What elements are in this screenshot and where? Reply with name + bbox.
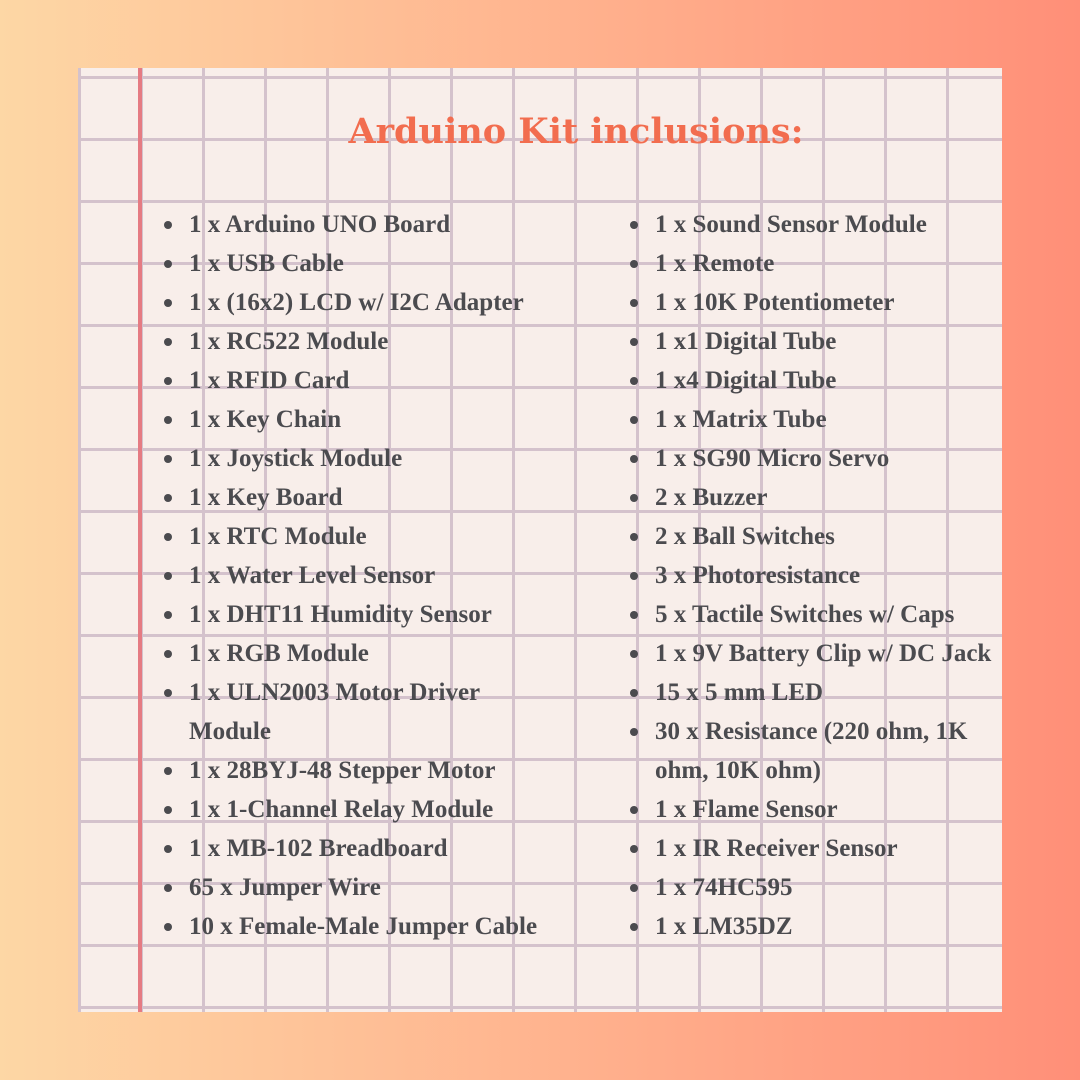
item-label: 1 x Joystick Module — [189, 445, 403, 472]
bullet-icon — [164, 299, 172, 307]
bullet-icon — [164, 650, 172, 658]
list-item — [630, 478, 1002, 517]
bullet-icon — [164, 884, 172, 892]
bullet-icon — [630, 923, 638, 931]
item-label: 3 x Photoresistance — [655, 562, 861, 589]
item-label: 10 x Female-Male Jumper Cable — [189, 913, 538, 940]
list-item — [630, 673, 1002, 712]
bullet-icon — [164, 923, 172, 931]
list-item — [630, 205, 1002, 244]
bullet-icon — [630, 728, 638, 736]
list-item — [630, 244, 1002, 283]
item-label: 1 x Flame Sensor — [655, 796, 838, 823]
list-item — [164, 322, 564, 361]
bullet-icon — [630, 299, 638, 307]
bullet-icon — [630, 884, 638, 892]
item-label: 1 x DHT11 Humidity Sensor — [189, 601, 492, 628]
item-label: 1 x Matrix Tube — [655, 406, 827, 433]
item-label: 1 x IR Receiver Sensor — [655, 835, 898, 862]
item-label: 30 x Resistance (220 ohm, 1K ohm, 10K ohm) — [655, 718, 968, 784]
list-item — [630, 907, 1002, 946]
bullet-icon — [630, 260, 638, 268]
bullet-icon — [630, 533, 638, 541]
bullet-icon — [630, 611, 638, 619]
list-item — [164, 907, 564, 946]
bullet-icon — [164, 455, 172, 463]
bullet-icon — [164, 377, 172, 385]
list-item — [630, 400, 1002, 439]
item-label: 1 x Key Chain — [189, 406, 342, 433]
bullet-icon — [164, 572, 172, 580]
list-item — [630, 634, 1002, 673]
item-label: 1 x Key Board — [189, 484, 343, 511]
item-label: 1 x 9V Battery Clip w/ DC Jack — [655, 640, 992, 667]
bullet-icon — [630, 650, 638, 658]
bullet-icon — [164, 260, 172, 268]
list-item — [630, 595, 1002, 634]
item-label: 1 x USB Cable — [189, 250, 344, 277]
bullet-icon — [164, 416, 172, 424]
list-item — [630, 439, 1002, 478]
list-item — [164, 283, 564, 322]
list-item — [164, 556, 564, 595]
list-item — [164, 478, 564, 517]
bullet-icon — [630, 377, 638, 385]
item-label: 1 x1 Digital Tube — [655, 328, 837, 355]
list-item — [164, 673, 564, 751]
list-item — [630, 790, 1002, 829]
list-item — [630, 283, 1002, 322]
item-label: 1 x Remote — [655, 250, 775, 277]
bullet-icon — [164, 767, 172, 775]
list-item — [164, 634, 564, 673]
item-label: 1 x RFID Card — [189, 367, 350, 394]
list-item — [164, 400, 564, 439]
bullet-icon — [164, 845, 172, 853]
bullet-icon — [164, 611, 172, 619]
item-label: 1 x RTC Module — [189, 523, 367, 550]
list-item — [630, 712, 1002, 790]
item-label: 1 x 74HC595 — [655, 874, 793, 901]
list-item — [630, 322, 1002, 361]
list-item — [630, 361, 1002, 400]
item-label: 2 x Buzzer — [655, 484, 768, 511]
item-label: 1 x MB-102 Breadboard — [189, 835, 448, 862]
item-label: 1 x SG90 Micro Servo — [655, 445, 890, 472]
list-item — [164, 244, 564, 283]
bullet-icon — [630, 572, 638, 580]
bullet-icon — [630, 494, 638, 502]
item-label: 1 x Sound Sensor Module — [655, 211, 927, 238]
item-label: 15 x 5 mm LED — [655, 679, 824, 706]
kit-list-left — [164, 205, 564, 946]
item-label: 1 x 1-Channel Relay Module — [189, 796, 494, 823]
item-label: 1 x 10K Potentiometer — [655, 289, 895, 316]
item-label: 1 x (16x2) LCD w/ I2C Adapter — [189, 289, 524, 316]
bullet-icon — [164, 806, 172, 814]
item-label: 1 x Arduino UNO Board — [189, 211, 451, 238]
list-item — [630, 517, 1002, 556]
item-label: 1 x Water Level Sensor — [189, 562, 436, 589]
bullet-icon — [164, 494, 172, 502]
item-label: 2 x Ball Switches — [655, 523, 835, 550]
bullet-icon — [164, 338, 172, 346]
item-label: 1 x LM35DZ — [655, 913, 793, 940]
bullet-icon — [164, 533, 172, 541]
list-item — [164, 361, 564, 400]
bullet-icon — [630, 221, 638, 229]
list-item — [164, 517, 564, 556]
bullet-icon — [164, 221, 172, 229]
item-label: 1 x4 Digital Tube — [655, 367, 837, 394]
list-item — [164, 205, 564, 244]
kit-list-right — [630, 205, 1002, 946]
page-title: Arduino Kit inclusions: — [348, 111, 804, 152]
item-label: 1 x RGB Module — [189, 640, 369, 667]
bullet-icon — [630, 455, 638, 463]
list-item — [164, 868, 564, 907]
grid-paper-card — [78, 68, 1002, 1012]
bullet-icon — [630, 845, 638, 853]
bullet-icon — [630, 416, 638, 424]
margin-line — [138, 68, 142, 1012]
item-label: 1 x 28BYJ-48 Stepper Motor — [189, 757, 496, 784]
bullet-icon — [630, 338, 638, 346]
list-item — [630, 829, 1002, 868]
bullet-icon — [630, 806, 638, 814]
list-item — [630, 556, 1002, 595]
list-item — [164, 595, 564, 634]
bullet-icon — [630, 689, 638, 697]
item-label: 1 x ULN2003 Motor Driver Module — [189, 679, 480, 745]
list-item — [164, 439, 564, 478]
item-label: 65 x Jumper Wire — [189, 874, 381, 901]
list-item — [164, 829, 564, 868]
list-item — [164, 790, 564, 829]
bullet-icon — [164, 689, 172, 697]
item-label: 5 x Tactile Switches w/ Caps — [655, 601, 955, 628]
list-item — [164, 751, 564, 790]
list-item — [630, 868, 1002, 907]
item-label: 1 x RC522 Module — [189, 328, 389, 355]
